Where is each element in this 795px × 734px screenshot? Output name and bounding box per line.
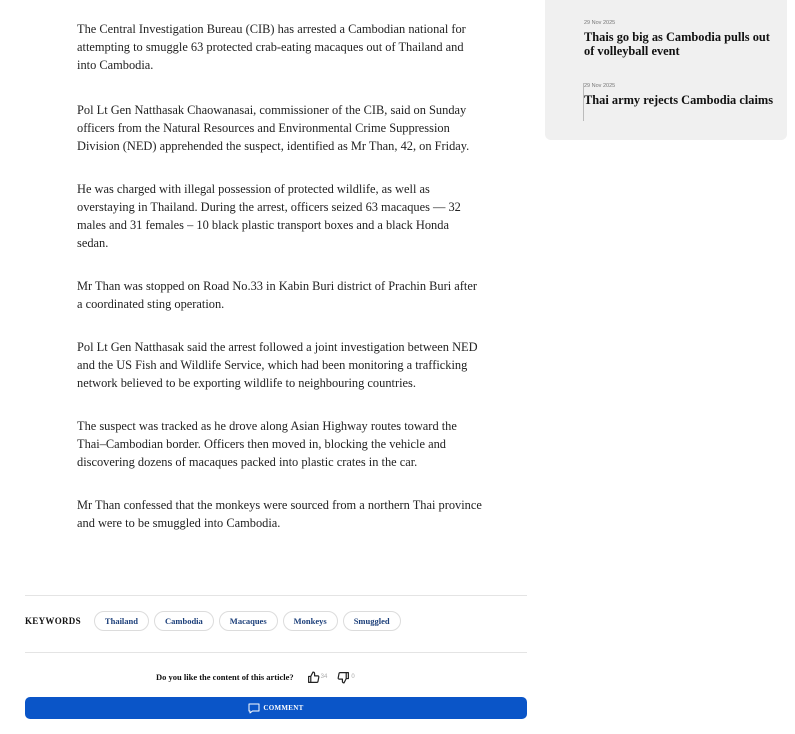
keyword-tag[interactable]: Monkeys xyxy=(283,611,338,631)
comment-button[interactable] xyxy=(25,697,527,719)
related-news-title[interactable]: Thais go big as Cambodia pulls out of volleyball event xyxy=(584,30,770,58)
article-paragraph: He was charged with illegal possession of protected wildlife, as well as overstaying in Thailand. During the arrest, officers seized 63 macaques — 32 males and 31 females – 10 black plastic transport boxes and a black Honda sedan. xyxy=(77,182,461,250)
article-paragraph: The Central Investigation Bureau (CIB) has arrested a Cambodian national for attempting to smuggle 63 protected crab-eating macaques out of Thailand and into Cambodia. xyxy=(77,22,466,72)
comment-label: COMMENT xyxy=(263,704,304,712)
divider xyxy=(25,595,527,596)
dislike-count: 0 xyxy=(351,674,355,680)
related-news-title[interactable]: Thai army rejects Cambodia claims xyxy=(584,93,774,107)
article-feedback xyxy=(156,668,365,686)
keyword-tag[interactable]: Thailand xyxy=(94,611,149,631)
article-paragraph: Mr Than confessed that the monkeys were sourced from a northern Thai province and were to be smuggled into Cambodia. xyxy=(77,498,482,530)
thumbs-down-icon xyxy=(337,671,350,684)
keywords-label: KEYWORDS xyxy=(25,616,81,626)
related-news-sidebar xyxy=(545,0,787,140)
related-news-item[interactable] xyxy=(584,83,774,107)
item-divider xyxy=(583,83,584,121)
article-paragraph: Pol Lt Gen Natthasak Chaowanasai, commissioner of the CIB, said on Sunday officers from the Natural Resources and Environmental Crime Suppression Division (NED) apprehended the suspect, identified as Mr Than, 42, on Friday. xyxy=(77,103,470,153)
comment-icon xyxy=(248,703,260,714)
like-count: 34 xyxy=(320,674,328,680)
divider xyxy=(25,652,527,653)
keyword-tag[interactable]: Cambodia xyxy=(154,611,214,631)
article-paragraph: Mr Than was stopped on Road No.33 in Kabin Buri district of Prachin Buri after a coordinated sting operation. xyxy=(77,279,477,311)
related-news-item[interactable] xyxy=(584,20,774,58)
article-paragraph: The suspect was tracked as he drove along Asian Highway routes toward the Thai–Cambodian border. Officers then moved in, blocking the vehicle and discovering dozens of macaques packed into plastic crates in the car. xyxy=(77,419,457,469)
like-button[interactable] xyxy=(307,671,328,684)
article-paragraph: Pol Lt Gen Natthasak said the arrest followed a joint investigation between NED and the US Fish and Wildlife Service, which had been monitoring a trafficking network believed to be exporting wildlife to neighbouring countries. xyxy=(77,340,478,390)
keywords-row xyxy=(25,611,406,631)
keyword-tag[interactable]: Macaques xyxy=(219,611,278,631)
article-body xyxy=(77,20,482,557)
dislike-button[interactable] xyxy=(337,671,354,684)
related-news-date: 29 Nov 2025 xyxy=(584,83,616,89)
thumbs-up-icon xyxy=(307,671,320,684)
related-news-date: 29 Nov 2025 xyxy=(584,20,616,26)
keyword-tag[interactable]: Smuggled xyxy=(343,611,401,631)
feedback-question: Do you like the content of this article? xyxy=(156,672,294,682)
